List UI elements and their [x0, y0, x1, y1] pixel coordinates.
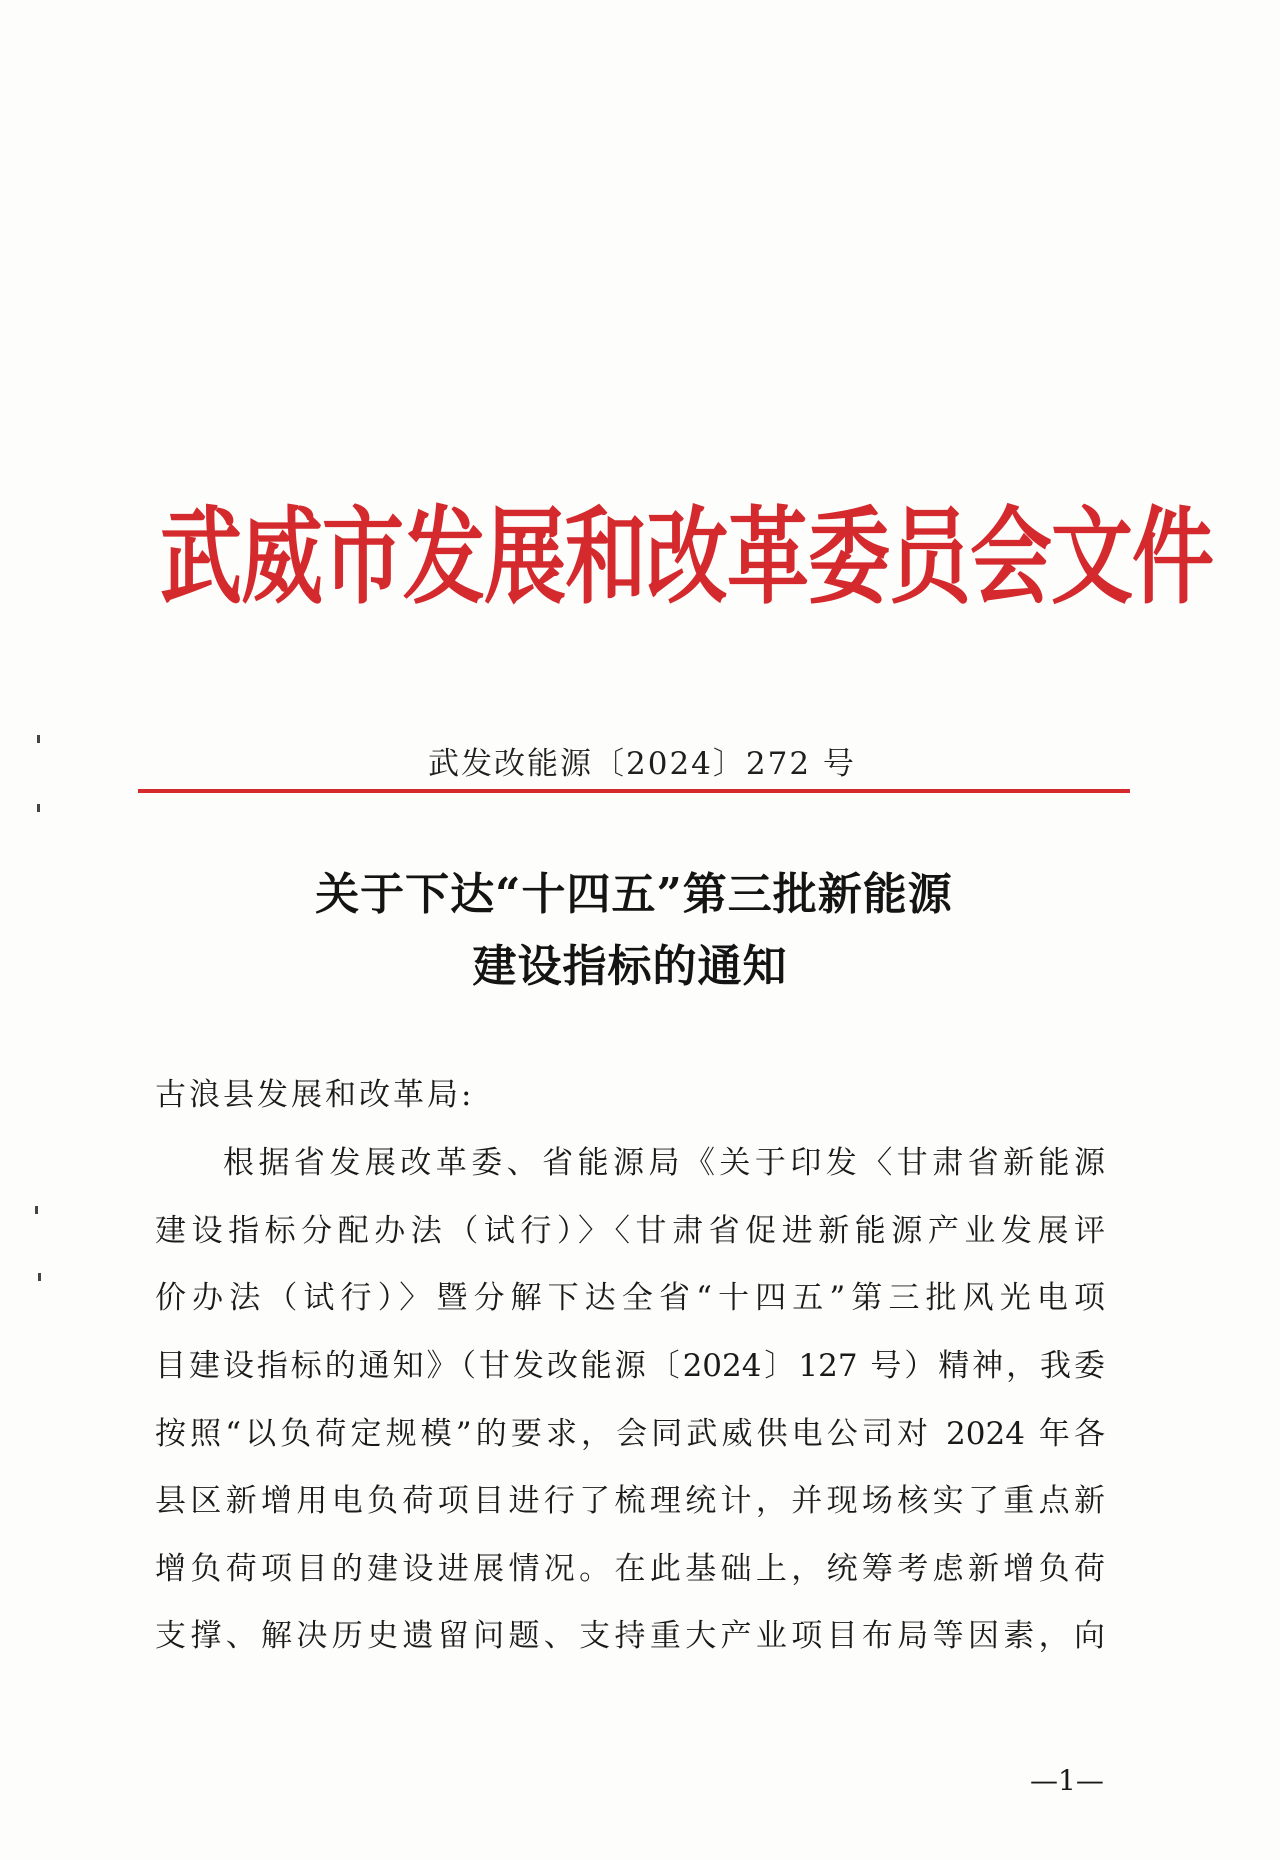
scan-speck: [37, 804, 40, 812]
body-text-line: 增负荷项目的建设进展情况。在此基础上，统筹考虑新增负荷: [155, 1551, 1105, 1587]
body-text-line: 县区新增用电负荷项目进行了梳理统计，并现场核实了重点新: [155, 1483, 1105, 1519]
body-text-line: 按照“以负荷定规模”的要求，会同武威供电公司对 2024 年各: [155, 1416, 1105, 1452]
body-text-line: 支撑、解决历史遗留问题、支持重大产业项目布局等因素，向: [155, 1618, 1105, 1654]
addressee: 古浪县发展和改革局:: [155, 1077, 475, 1113]
notice-title-line-2: 建设指标的通知: [472, 941, 788, 992]
body-text-line: 建设指标分配办法（试行）〉〈甘肃省促进新能源产业发展评: [155, 1213, 1105, 1249]
document-number: 武发改能源〔2024〕272 号: [428, 746, 856, 782]
red-divider-line: [138, 789, 1130, 793]
scan-speck: [38, 1273, 41, 1281]
scan-speck: [37, 735, 40, 743]
page-number: —1—: [1030, 1764, 1104, 1797]
body-text-line: 价办法（试行）〉暨分解下达全省“十四五”第三批风光电项: [155, 1280, 1105, 1316]
issuer-header-title: 武威市发展和改革委员会文件: [160, 496, 1214, 619]
body-text-line: 目建设指标的通知》（甘发改能源〔2024〕127 号）精神，我委: [155, 1348, 1105, 1384]
scan-speck: [35, 1206, 38, 1214]
notice-title-line-1: 关于下达“十四五”第三批新能源: [315, 869, 953, 920]
body-text-line: 根据省发展改革委、省能源局《关于印发〈甘肃省新能源: [223, 1145, 1105, 1181]
